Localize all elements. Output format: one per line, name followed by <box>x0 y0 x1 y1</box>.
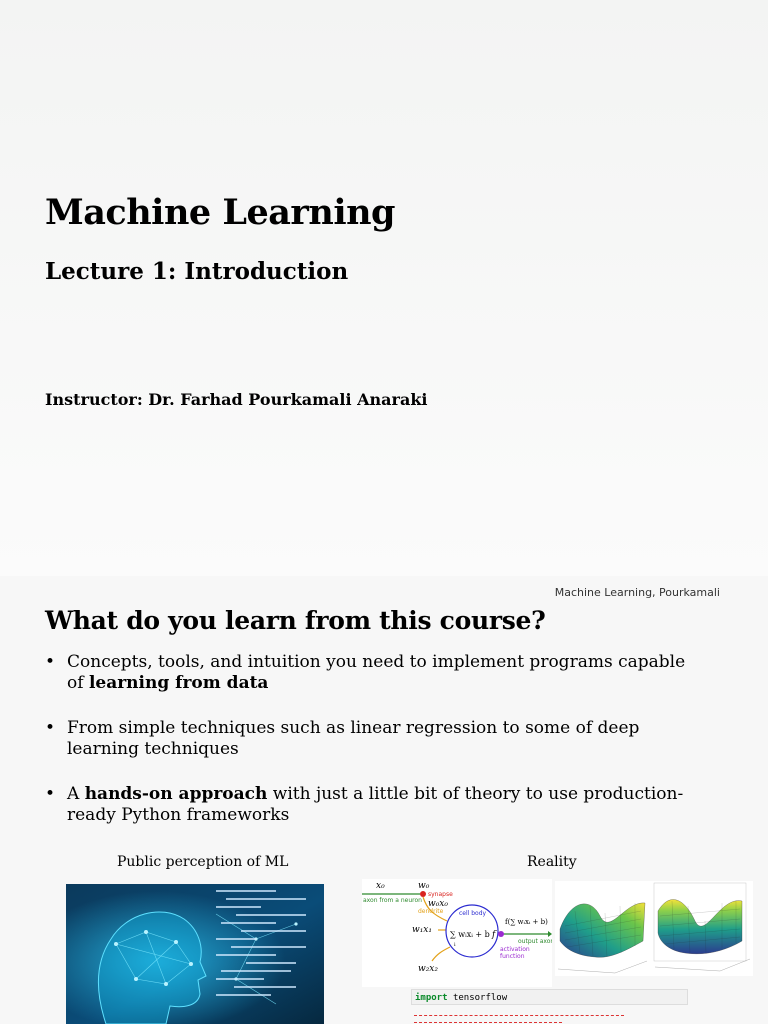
label-x0: x₀ <box>376 881 385 891</box>
label-output-axon: output axon <box>518 938 552 945</box>
course-overview-slide <box>0 576 768 1024</box>
bullet-text: Concepts, tools, and intuition you need to implement programs capable of <box>67 652 686 693</box>
label-synapse: synapse <box>428 891 453 898</box>
bullet-dot-icon: • <box>45 718 56 738</box>
label-activation: activation <box>500 946 530 953</box>
code-divider-line <box>414 1022 562 1023</box>
label-f: f <box>492 930 496 940</box>
bullet-bold-text: learning from data <box>88 673 269 693</box>
label-w2x2: w₂x₂ <box>418 964 438 974</box>
neuron-diagram <box>362 879 552 987</box>
bullet-list <box>45 652 695 850</box>
bullet-dot-icon: • <box>45 652 56 672</box>
label-dendrite: dendrite <box>418 908 444 915</box>
label-function: function <box>500 953 525 960</box>
label-sum: ∑ wᵢxᵢ + b <box>450 930 490 939</box>
caption-reality: Reality <box>527 854 577 870</box>
slide-footer: Machine Learning, Pourkamali <box>554 586 720 599</box>
slide-subtitle: Lecture 1: Introduction <box>45 258 349 285</box>
bullet-item <box>45 652 695 694</box>
slide-title: Machine Learning <box>45 192 396 233</box>
bullet-text-after: with just a little bit of theory to use production-ready Python frameworks <box>67 784 684 825</box>
label-axon-from: axon from a neuron <box>363 897 422 904</box>
surface-plot-svg <box>650 881 753 976</box>
neuron-diagram-svg <box>362 879 552 987</box>
label-w1x1: w₁x₁ <box>412 925 432 935</box>
code-snippet <box>411 989 688 1005</box>
slide-heading: What do you learn from this course? <box>45 606 546 635</box>
label-cell-body: cell body <box>459 910 487 917</box>
bullet-text: A <box>67 784 85 804</box>
code-divider-line <box>414 1015 624 1016</box>
instructor-line: Instructor: Dr. Farhad Pourkamali Anaraki <box>45 390 428 409</box>
bullet-bold-text: hands-on approach <box>84 784 268 804</box>
bullet-item <box>45 784 695 826</box>
ai-head-image <box>66 884 324 1024</box>
ai-head-illustration <box>66 884 324 1024</box>
label-output-formula: f(∑ wᵢxᵢ + b) <box>505 918 548 926</box>
label-w0: w₀ <box>418 881 430 891</box>
surface-plot-svg <box>555 881 650 976</box>
label-w0x0: w₀x₀ <box>428 899 448 909</box>
bullet-dot-icon: • <box>45 784 56 804</box>
caption-public-perception: Public perception of ML <box>117 854 289 870</box>
surface-plot-2 <box>650 881 753 976</box>
bullet-item <box>45 718 695 760</box>
label-sum-index: i <box>454 942 456 948</box>
code-module: tensorflow <box>452 993 508 1003</box>
code-keyword: import <box>415 993 448 1003</box>
surface-plot-1 <box>555 881 650 976</box>
bullet-text: From simple techniques such as linear regression to some of deep learning techniques <box>67 718 640 759</box>
